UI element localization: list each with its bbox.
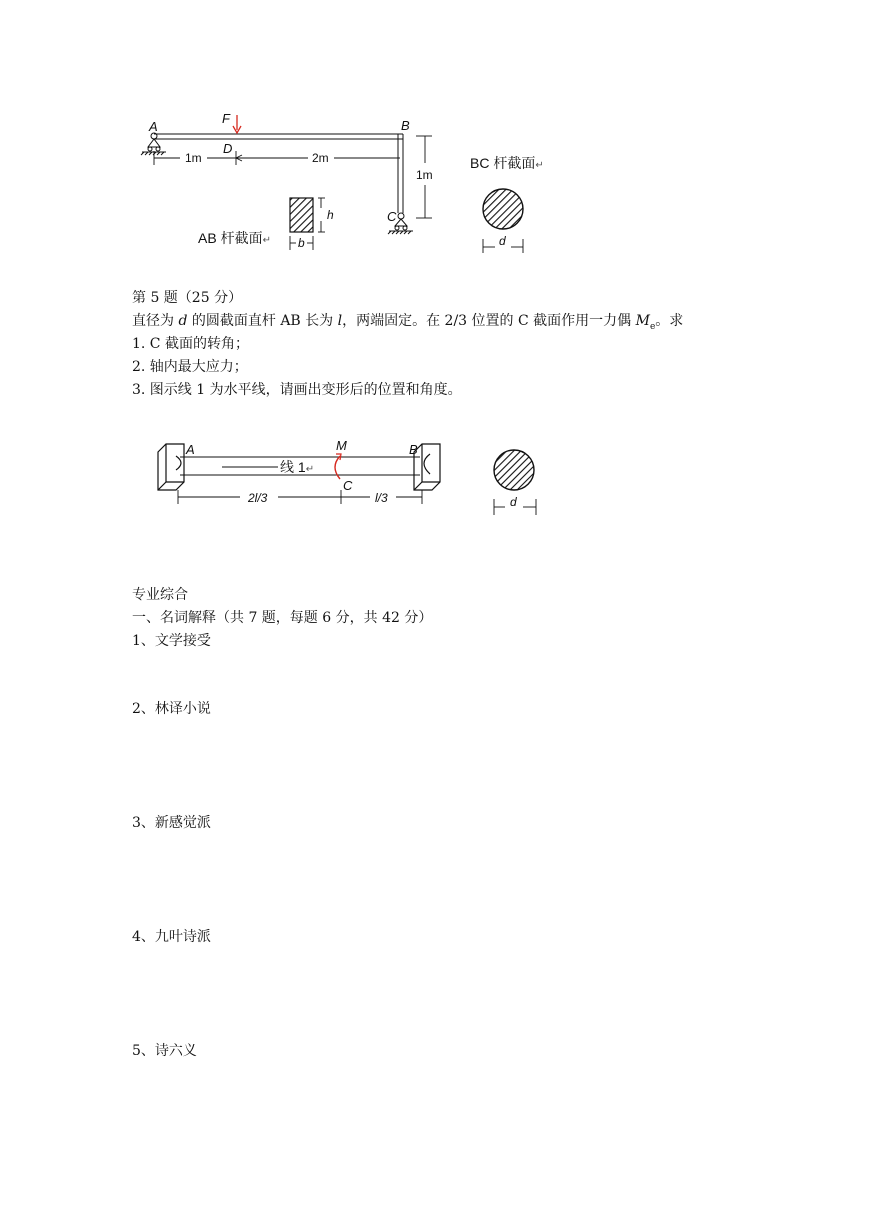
label-a: A bbox=[149, 119, 158, 134]
problem-5-item-2: 2. 轴内最大应力； bbox=[132, 359, 248, 375]
bc-circle-hatch bbox=[480, 186, 526, 232]
beam-ab bbox=[154, 134, 403, 139]
problem-5-item-1: 1. C 截面的转角； bbox=[132, 336, 249, 352]
force-f-arrow bbox=[233, 115, 241, 133]
dim-h-line bbox=[318, 198, 325, 232]
fixed-wall-b bbox=[414, 444, 440, 490]
dim-h-label: h bbox=[327, 208, 334, 222]
column-bc bbox=[398, 134, 403, 213]
section-title: 专业综合 bbox=[132, 587, 188, 603]
shaft-torsion-figure bbox=[150, 432, 550, 522]
problem-5-statement: 直径为 d 的圆截面直杆 AB 长为 l，两端固定。在 2/3 位置的 C 截面作用一力偶 $M_e$。求 bbox=[132, 313, 684, 332]
label-c: C bbox=[387, 209, 397, 224]
dim-d-label-1: d bbox=[499, 234, 506, 248]
ab-rect-section bbox=[290, 198, 313, 232]
dim-b-label: b bbox=[298, 236, 305, 250]
bc-section-caption: BC 杆截面↵ bbox=[470, 155, 544, 171]
dim-db-label: 2m bbox=[312, 151, 329, 165]
label-b: B bbox=[401, 118, 410, 133]
dim-2l3-label: 2l/3 bbox=[248, 491, 268, 505]
ab-section-caption: AB 杆截面↵ bbox=[198, 230, 271, 246]
shaft-circle-hatch bbox=[491, 447, 537, 493]
term-2: 2、林译小说 bbox=[132, 701, 211, 717]
frame-beam-figure bbox=[130, 105, 560, 260]
problem-5-title: 第 5 题（25 分） bbox=[132, 290, 243, 306]
label-c-2: C bbox=[343, 478, 353, 493]
dim-bc-label: 1m bbox=[416, 168, 433, 182]
term-4: 4、九叶诗派 bbox=[132, 929, 211, 945]
fixed-wall-a bbox=[158, 444, 184, 490]
label-b-2: B bbox=[409, 442, 418, 457]
pin-support-a bbox=[141, 133, 166, 155]
label-a-2: A bbox=[186, 442, 195, 457]
part-one-heading: 一、名词解释（共 7 题，每题 6 分，共 42 分） bbox=[132, 610, 433, 626]
line-1-label: 线 1↵ bbox=[280, 459, 315, 475]
dim-d-label-2: d bbox=[510, 495, 517, 509]
term-1: 1、文学接受 bbox=[132, 633, 211, 649]
dim-l3-label: l/3 bbox=[375, 491, 388, 505]
moment-arc bbox=[335, 456, 340, 479]
label-f: F bbox=[222, 111, 230, 126]
dim-ad-label: 1m bbox=[185, 151, 202, 165]
term-5: 5、诗六义 bbox=[132, 1043, 197, 1059]
label-m: M bbox=[336, 438, 347, 453]
problem-5-item-3: 3. 图示线 1 为水平线，请画出变形后的位置和角度。 bbox=[132, 382, 462, 398]
term-3: 3、新感觉派 bbox=[132, 815, 211, 831]
label-d: D bbox=[223, 141, 233, 156]
